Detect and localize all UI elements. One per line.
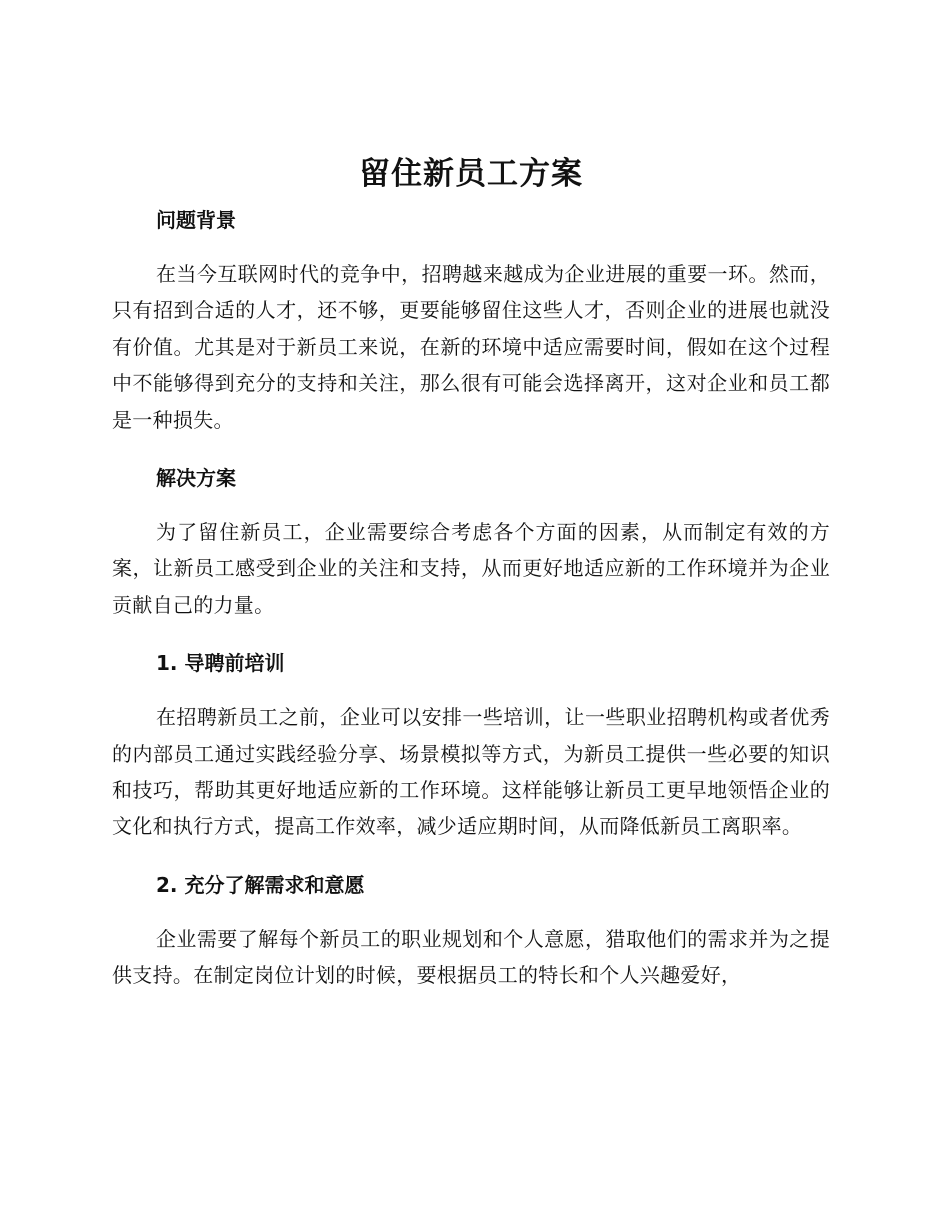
spacer	[112, 438, 830, 458]
section-solution	[112, 458, 830, 643]
section-needs	[112, 865, 830, 994]
section-paragraph: 企业需要了解每个新员工的职业规划和个人意愿，猎取他们的需求并为之提供支持。在制定岗位计划的时候，要根据员工的特长和个人兴趣爱好，	[112, 926, 830, 988]
section-heading: 解决方案	[156, 466, 236, 491]
spacer	[112, 683, 830, 699]
spacer	[112, 498, 830, 514]
spacer	[112, 845, 830, 865]
section-paragraph: 为了留住新员工，企业需要综合考虑各个方面的因素，从而制定有效的方案，让新员工感受到企业的关注和支持，从而更好地适应新的工作环境并为企业贡献自己的力量。	[112, 520, 830, 617]
section-heading: 问题背景	[156, 208, 236, 232]
section-heading: 1. 导聘前培训	[156, 651, 285, 676]
section-pre-training	[112, 643, 830, 865]
document-body	[112, 150, 830, 994]
spacer	[112, 905, 830, 921]
section-background	[112, 200, 830, 458]
spacer	[112, 240, 830, 256]
section-heading: 2. 充分了解需求和意愿	[156, 872, 365, 897]
document-title: 留住新员工方案	[359, 156, 583, 192]
spacer	[112, 623, 830, 643]
section-paragraph: 在当今互联网时代的竞争中，招聘越来越成为企业进展的重要一环。然而，只有招到合适的人才，还不够，更要能够留住这些人才，否则企业的进展也就没有价值。尤其是对于新员工来说，在新的环境中适应需要时间，假如在这个过程中不能够得到充分的支持和关注，那么很有可能会选择离开，这对企业和员工都是一种损失。	[112, 262, 830, 432]
section-paragraph: 在招聘新员工之前，企业可以安排一些培训，让一些职业招聘机构或者优秀的内部员工通过实践经验分享、场景模拟等方式，为新员工提供一些必要的知识和技巧，帮助其更好地适应新的工作环境。这样能够让新员工更早地领悟企业的文化和执行方式，提高工作效率，减少适应期时间，从而降低新员工离职率。	[112, 705, 830, 839]
